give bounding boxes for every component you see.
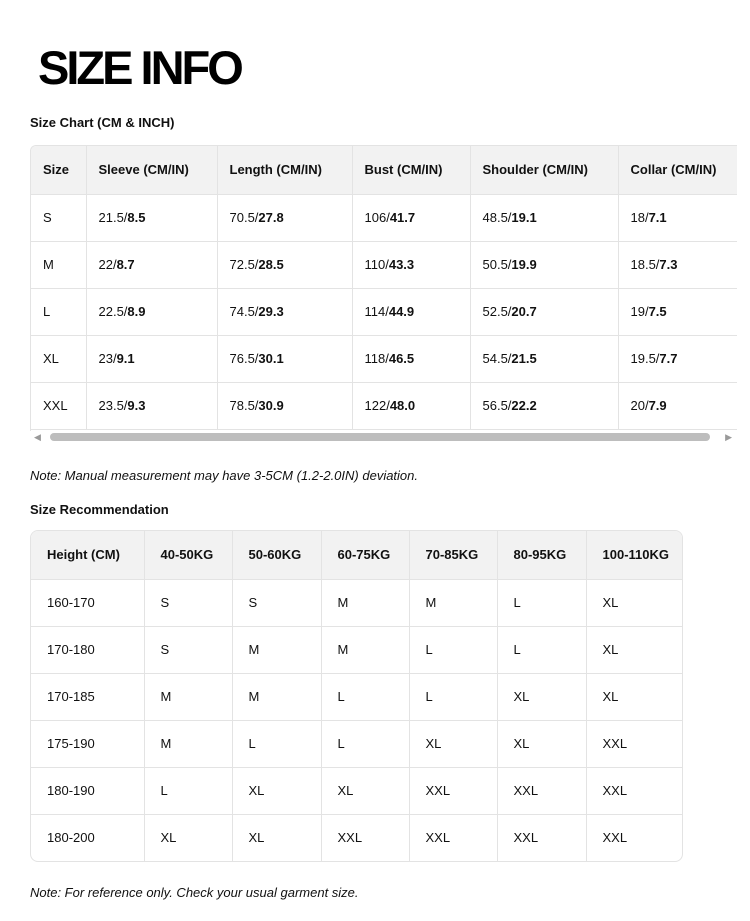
table-row <box>31 673 683 720</box>
recommended-size-cell: XXL <box>497 814 586 861</box>
size-cell: XL <box>31 335 86 382</box>
recommended-size-cell: XL <box>232 814 321 861</box>
measurement-cell: 21.5/8.5 <box>86 194 217 241</box>
measurement-cell: 118/46.5 <box>352 335 470 382</box>
table-row <box>31 814 683 861</box>
measurement-cell: 54.5/21.5 <box>470 335 618 382</box>
measurement-cell: 23/9.1 <box>86 335 217 382</box>
recommended-size-cell: L <box>409 626 497 673</box>
height-cell: 180-190 <box>31 767 144 814</box>
recommended-size-cell: XL <box>586 673 683 720</box>
table-row <box>31 767 683 814</box>
size-chart-label-prefix: Size Chart (CM & <box>30 115 139 130</box>
size-chart-label <box>30 115 174 130</box>
recommendation-header: 60-75KG <box>321 531 409 579</box>
recommended-size-cell: XL <box>497 720 586 767</box>
table-row <box>31 382 737 429</box>
measurement-cell: 18.5/7.3 <box>618 241 737 288</box>
size-cell: L <box>31 288 86 335</box>
table-row <box>31 194 737 241</box>
measurement-cell: 106/41.7 <box>352 194 470 241</box>
recommended-size-cell: XL <box>497 673 586 720</box>
recommended-size-cell: XL <box>586 579 683 626</box>
measurement-cell: 23.5/9.3 <box>86 382 217 429</box>
measurement-cell: 114/44.9 <box>352 288 470 335</box>
size-recommendation-container <box>30 530 683 862</box>
measurement-cell: 19/7.5 <box>618 288 737 335</box>
reference-note: Note: For reference only. Check your usual garment size. <box>30 885 359 900</box>
measurement-cell: 50.5/19.9 <box>470 241 618 288</box>
recommended-size-cell: S <box>232 579 321 626</box>
recommended-size-cell: XL <box>232 767 321 814</box>
recommended-size-cell: XXL <box>409 814 497 861</box>
size-chart-header: Shoulder (CM/IN) <box>470 146 618 194</box>
size-chart-header: Collar (CM/IN) <box>618 146 737 194</box>
size-chart-header: Bust (CM/IN) <box>352 146 470 194</box>
measurement-cell: 56.5/22.2 <box>470 382 618 429</box>
measurement-cell: 122/48.0 <box>352 382 470 429</box>
recommended-size-cell: XXL <box>409 767 497 814</box>
size-chart-header-row <box>31 146 737 194</box>
recommended-size-cell: M <box>321 626 409 673</box>
measurement-cell: 70.5/27.8 <box>217 194 352 241</box>
recommended-size-cell: L <box>497 626 586 673</box>
recommended-size-cell: M <box>232 626 321 673</box>
recommended-size-cell: L <box>232 720 321 767</box>
measurement-cell: 76.5/30.1 <box>217 335 352 382</box>
recommended-size-cell: L <box>409 673 497 720</box>
table-row <box>31 579 683 626</box>
size-cell: XXL <box>31 382 86 429</box>
table-row <box>31 241 737 288</box>
page-title: SIZE INFO <box>38 41 241 94</box>
scroll-left-icon[interactable]: ◀ <box>34 432 41 442</box>
recommendation-header: 50-60KG <box>232 531 321 579</box>
measurement-note: Note: Manual measurement may have 3-5CM (1.2-2.0IN) deviation. <box>30 468 419 483</box>
size-chart-table <box>31 146 737 430</box>
recommended-size-cell: M <box>144 673 232 720</box>
recommendation-header: 80-95KG <box>497 531 586 579</box>
measurement-cell: 20/7.9 <box>618 382 737 429</box>
recommended-size-cell: M <box>409 579 497 626</box>
scroll-right-icon[interactable]: ▶ <box>725 432 732 442</box>
recommended-size-cell: XXL <box>321 814 409 861</box>
table-row <box>31 288 737 335</box>
recommended-size-cell: L <box>497 579 586 626</box>
height-cell: 170-180 <box>31 626 144 673</box>
recommended-size-cell: S <box>144 579 232 626</box>
height-cell: 160-170 <box>31 579 144 626</box>
size-cell: S <box>31 194 86 241</box>
recommended-size-cell: XL <box>586 626 683 673</box>
size-chart-label-bold: INCH <box>138 115 171 130</box>
measurement-cell: 72.5/28.5 <box>217 241 352 288</box>
recommended-size-cell: XXL <box>497 767 586 814</box>
size-chart-scroll-container[interactable] <box>30 145 737 431</box>
recommended-size-cell: XXL <box>602 830 628 846</box>
recommended-size-cell: M <box>232 673 321 720</box>
size-chart-label-suffix: ) <box>170 115 175 130</box>
height-cell: 175-190 <box>31 720 144 767</box>
size-cell: M <box>31 241 86 288</box>
measurement-cell: 110/43.3 <box>352 241 470 288</box>
table-row <box>31 335 737 382</box>
measurement-cell: 19.5/7.7 <box>618 335 737 382</box>
size-chart-header: Sleeve (CM/IN) <box>86 146 217 194</box>
measurement-cell: 74.5/29.3 <box>217 288 352 335</box>
measurement-cell: 78.5/30.9 <box>217 382 352 429</box>
recommended-size-cell: S <box>144 626 232 673</box>
recommendation-header: Height (CM) <box>31 531 144 579</box>
size-recommendation-table <box>31 531 683 861</box>
table-row <box>31 626 683 673</box>
recommendation-header: 70-85KG <box>409 531 497 579</box>
height-cell: 170-185 <box>31 673 144 720</box>
recommendation-header: 100-110KG <box>586 531 683 579</box>
size-recommendation-label: Size Recommendation <box>30 502 169 517</box>
size-chart-header: Length (CM/IN) <box>217 146 352 194</box>
measurement-cell: 22.5/8.9 <box>86 288 217 335</box>
height-cell: 180-200 <box>31 814 144 861</box>
measurement-cell: 22/8.7 <box>86 241 217 288</box>
size-chart-header: Size <box>31 146 86 194</box>
measurement-cell: 18/7.1 <box>618 194 737 241</box>
recommendation-header-row <box>31 531 683 579</box>
measurement-cell: 52.5/20.7 <box>470 288 618 335</box>
recommended-size-cell: XXL <box>586 720 683 767</box>
recommended-size-cell: XL <box>321 767 409 814</box>
recommended-size-cell: M <box>321 579 409 626</box>
recommended-size-cell: XL <box>144 814 232 861</box>
recommended-size-cell: XL <box>409 720 497 767</box>
recommended-size-cell: XXL <box>586 767 683 814</box>
table-row <box>31 720 683 767</box>
recommended-size-cell: L <box>321 673 409 720</box>
horizontal-scrollbar[interactable] <box>30 430 736 444</box>
recommended-size-cell: L <box>321 720 409 767</box>
recommendation-header: 40-50KG <box>144 531 232 579</box>
recommended-size-cell: L <box>144 767 232 814</box>
measurement-cell: 48.5/19.1 <box>470 194 618 241</box>
scroll-thumb[interactable] <box>50 433 710 441</box>
recommended-size-cell: M <box>144 720 232 767</box>
